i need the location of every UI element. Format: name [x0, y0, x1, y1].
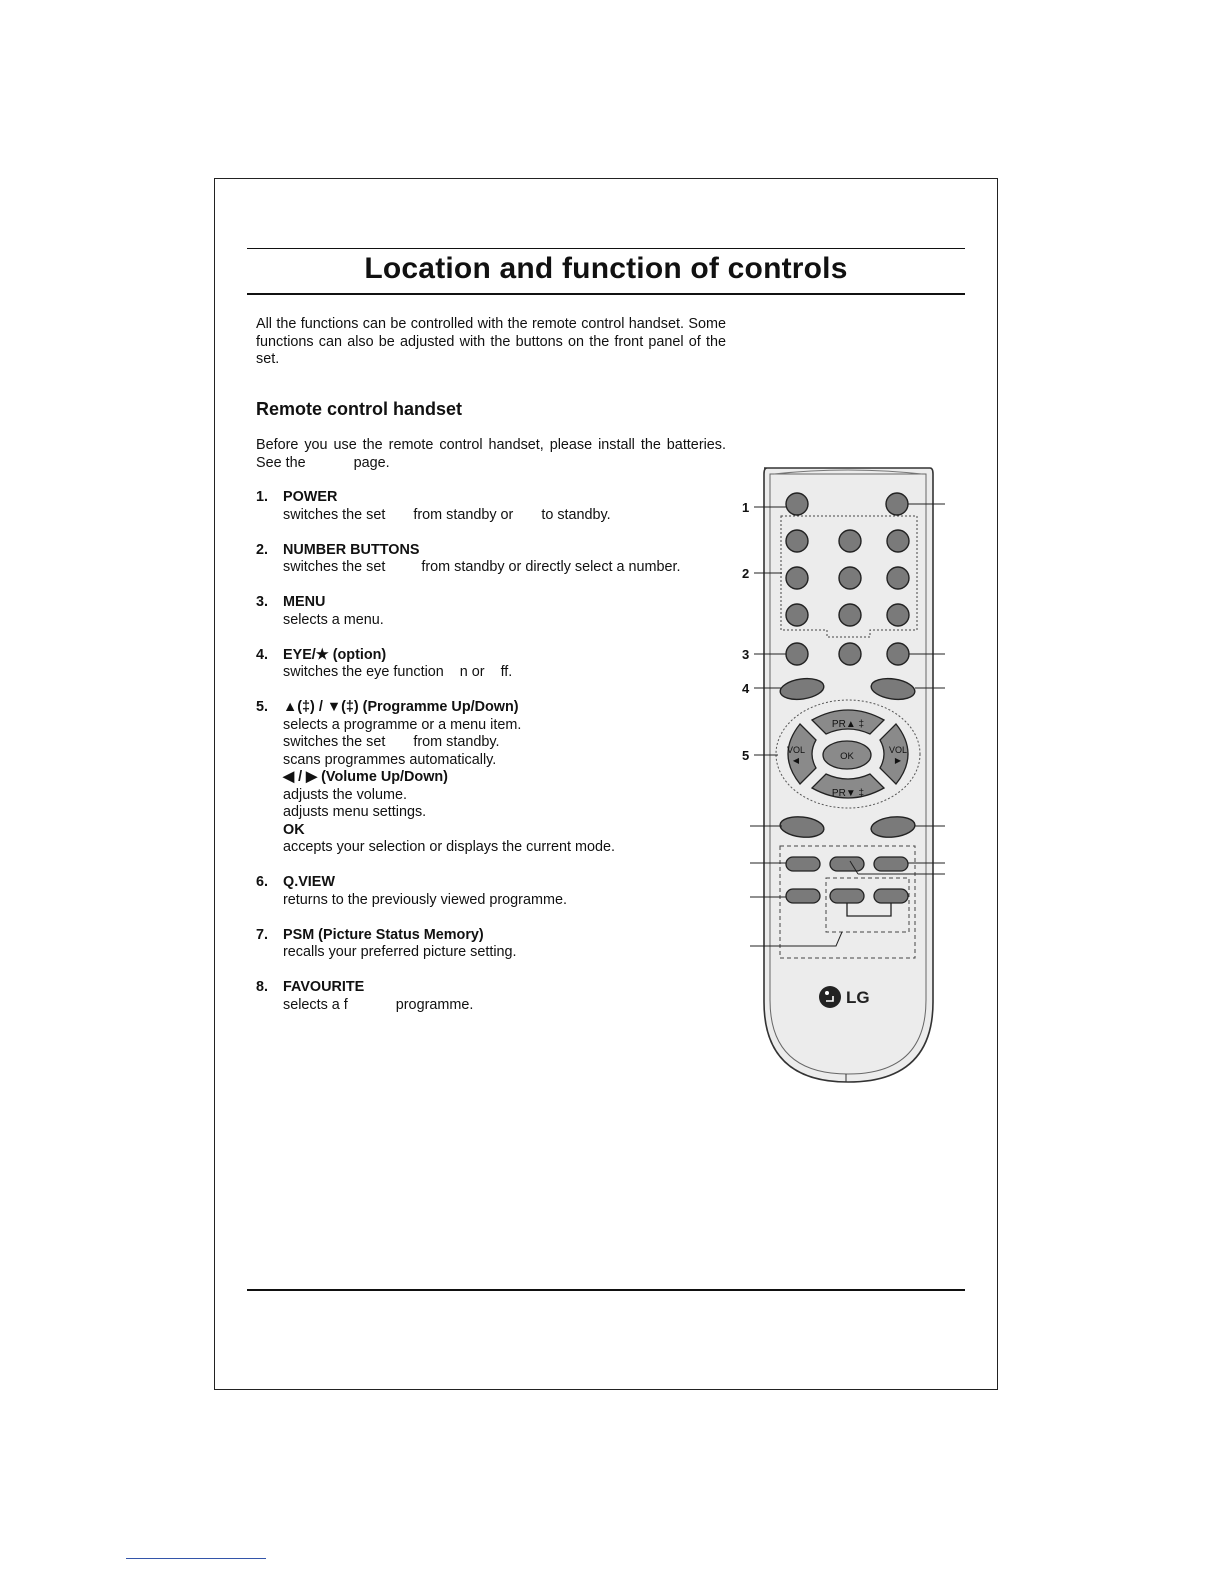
- page-bottom-link-line: [126, 1558, 266, 1559]
- rect-button: [830, 857, 864, 871]
- item-number: 6.: [256, 874, 269, 890]
- vol-left-arrow: ◀: [792, 756, 800, 765]
- right-round-button: [887, 643, 909, 665]
- item-number: 8.: [256, 979, 269, 995]
- callout-number: 2: [742, 566, 750, 581]
- power-button: [786, 493, 808, 515]
- title-top-rule: [247, 248, 965, 249]
- vol-left-label: VOL: [786, 745, 806, 755]
- rect-button: [786, 889, 820, 903]
- battery-note: Before you use the remote control handset, please install the batteries. See the page.: [256, 437, 730, 471]
- item-label: NUMBER BUTTONS: [283, 541, 420, 558]
- number-button: [786, 530, 808, 552]
- list-item: [256, 699, 736, 857]
- item-label: PSM (Picture Status Memory): [283, 926, 484, 943]
- item-label: POWER: [283, 489, 338, 505]
- ok-label: OK: [840, 751, 854, 762]
- vol-right-label: VOL: [888, 745, 908, 755]
- item-label: FAVOURITE: [283, 979, 365, 995]
- middle-round-button: [839, 643, 861, 665]
- item-label: ▲(‡) / ▼(‡) (Programme Up/Down): [283, 699, 519, 715]
- title-bottom-rule: [247, 293, 965, 295]
- item-text: switches the eye function n or ff.: [283, 664, 513, 680]
- rect-button: [874, 889, 908, 903]
- item-text: adjusts menu settings.: [283, 804, 427, 820]
- item-text: selects a f programme.: [283, 996, 474, 1013]
- pr-down-label: PR▼ ‡: [831, 788, 865, 799]
- brand-label: LG: [846, 988, 870, 1007]
- list-item: [256, 927, 736, 962]
- number-button: [887, 604, 909, 626]
- remote-control-illustration: [740, 462, 960, 1092]
- number-button: [786, 567, 808, 589]
- callout-number: 1: [742, 500, 750, 515]
- number-button: [839, 530, 861, 552]
- item-text: switches the set from standby or to standby.: [283, 506, 611, 523]
- list-item: [256, 647, 736, 682]
- number-button: [887, 567, 909, 589]
- number-button: [887, 530, 909, 552]
- lg-logo-icon: [819, 986, 841, 1008]
- rect-button: [874, 857, 908, 871]
- page-title: Location and function of controls: [364, 252, 848, 285]
- item-sublabel: ◀ / ▶ (Volume Up/Down): [283, 769, 448, 785]
- item-text: selects a programme or a menu item.: [283, 716, 522, 733]
- footer-rule: [247, 1289, 965, 1291]
- top-right-button: [886, 493, 908, 515]
- item-number: 3.: [256, 594, 269, 610]
- list-item: [256, 489, 736, 524]
- number-button: [786, 604, 808, 626]
- callout-number: 4: [742, 681, 750, 696]
- list-item: [256, 979, 736, 1014]
- intro-paragraph: All the functions can be controlled with the remote control handset. Some functions can also be adjusted with the buttons on the front panel of the set.: [256, 316, 726, 367]
- item-text: returns to the previously viewed programme.: [283, 891, 567, 908]
- item-label: MENU: [283, 594, 326, 610]
- item-text: recalls your preferred picture setting.: [283, 944, 517, 960]
- section-title: Remote control handset: [256, 399, 463, 419]
- item-text: switches the set from standby.: [283, 734, 500, 750]
- list-item: [256, 542, 736, 577]
- pr-up-label: PR▲ ‡: [831, 719, 865, 730]
- item-number: 2.: [256, 541, 269, 558]
- item-sublabel: OK: [283, 821, 305, 838]
- item-number: 1.: [256, 489, 269, 505]
- item-number: 7.: [256, 926, 269, 943]
- rect-button: [786, 857, 820, 871]
- number-buttons: [786, 530, 909, 626]
- vol-right-arrow: ▶: [894, 756, 902, 765]
- item-label: EYE/★ (option): [283, 646, 387, 663]
- list-item: [256, 594, 736, 629]
- list-item: [256, 874, 736, 909]
- item-text: accepts your selection or displays the current mode.: [283, 839, 615, 855]
- number-button: [839, 604, 861, 626]
- item-text: adjusts the volume.: [283, 786, 407, 803]
- item-label: Q.VIEW: [283, 874, 335, 890]
- callout-number: 5: [742, 748, 750, 763]
- item-number: 5.: [256, 699, 269, 715]
- item-text: switches the set from standby or directly select a number.: [283, 559, 681, 575]
- rect-button: [830, 889, 864, 903]
- lg-logo-dot: [825, 991, 829, 995]
- item-text: selects a menu.: [283, 611, 384, 628]
- controls-list: [256, 489, 736, 1014]
- item-text: scans programmes automatically.: [283, 751, 497, 768]
- callout-number: 3: [742, 647, 750, 662]
- number-button: [839, 567, 861, 589]
- item-number: 4.: [256, 646, 269, 663]
- menu-button: [786, 643, 808, 665]
